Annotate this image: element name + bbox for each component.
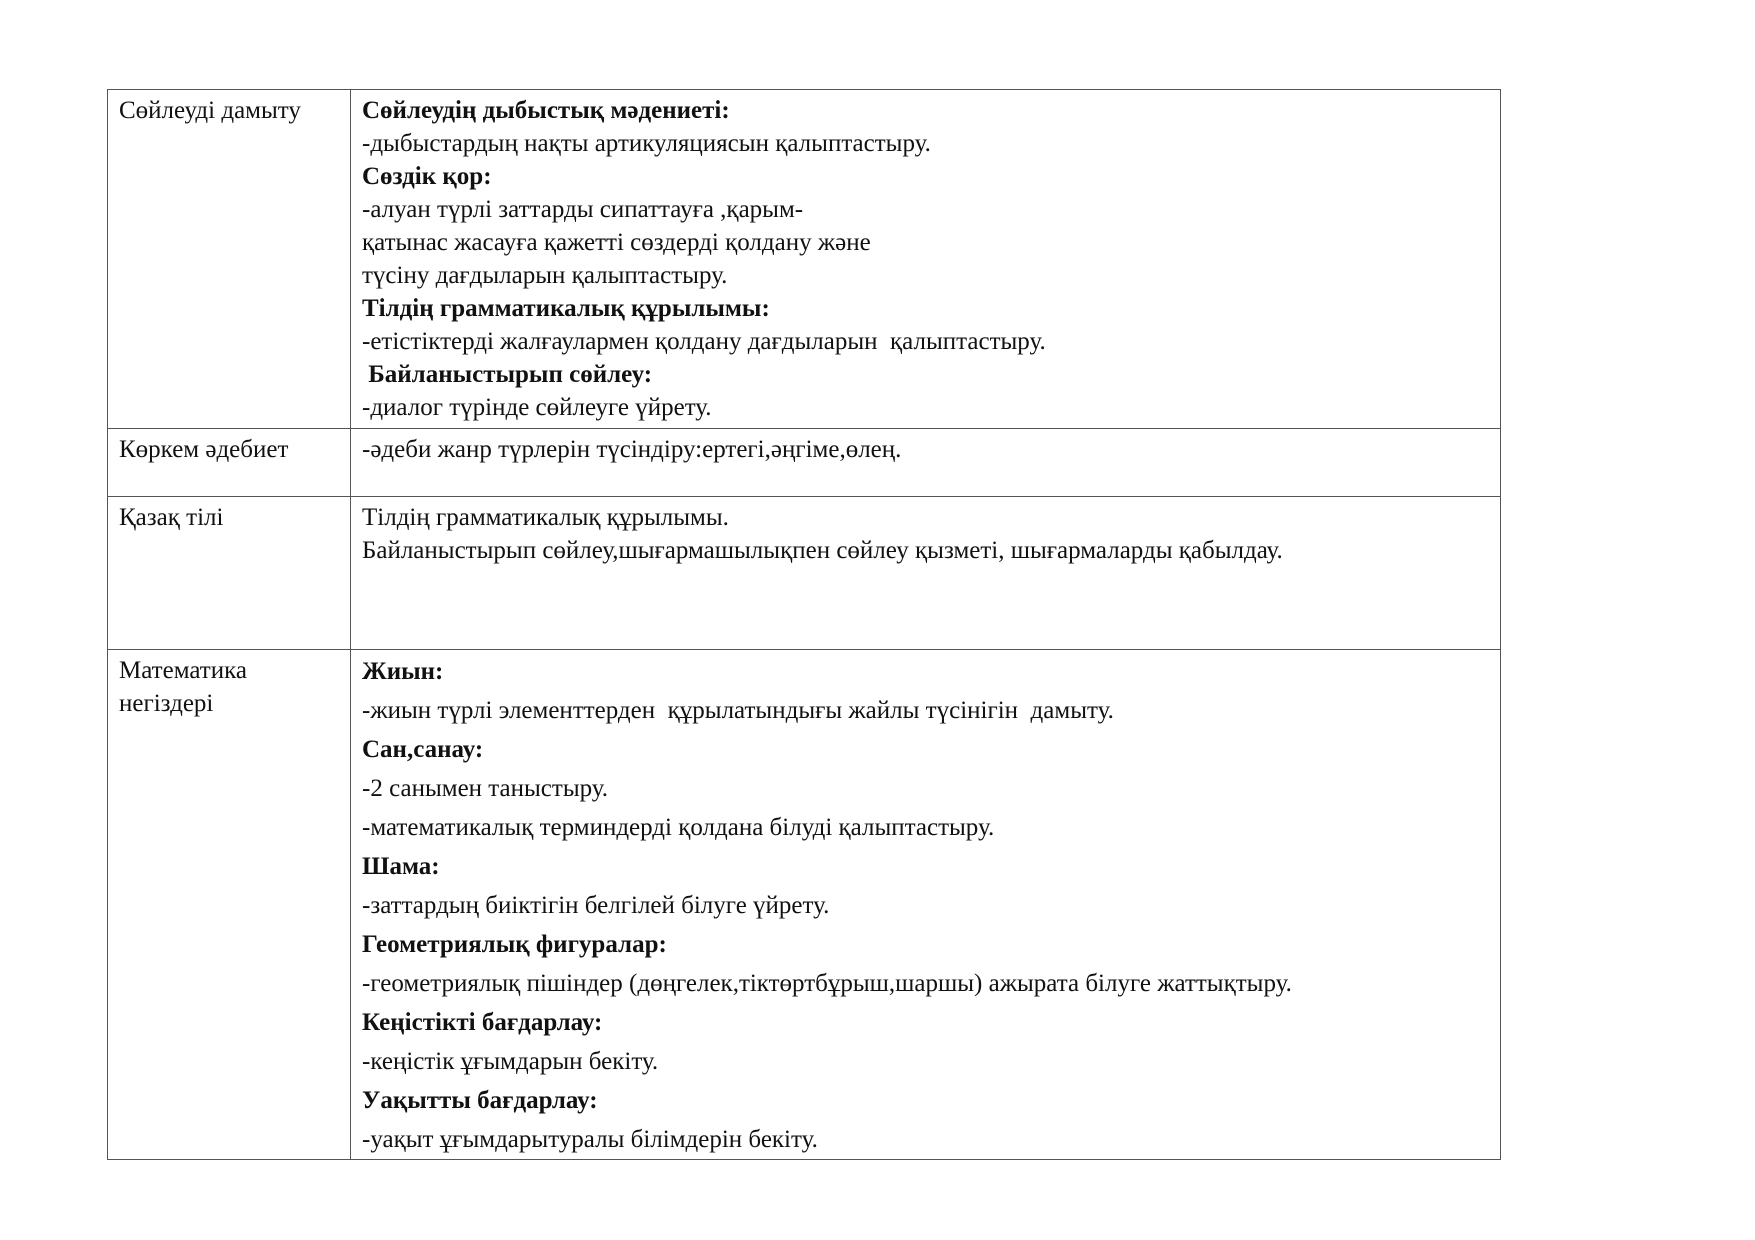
curriculum-table xyxy=(107,89,1501,1160)
subject-name: Көркем әдебиет xyxy=(119,436,289,463)
section-heading: Геометриялық фигуралар: xyxy=(362,931,667,958)
section-heading: Уақытты бағдарлау: xyxy=(362,1087,598,1114)
table-row xyxy=(108,90,1501,429)
content-line: -кеңістік ұғымдарын бекіту. xyxy=(362,1048,659,1075)
content-line: -жиын түрлі элементтерден құрылатындығы жайлы түсінігін дамыту. xyxy=(362,697,1114,724)
section-heading: Тілдің грамматикалық құрылымы: xyxy=(362,295,770,322)
content-line: қатынас жасауға қажетті сөздерді қолдану және xyxy=(362,229,871,256)
content-line: -уақыт ұғымдарытуралы білімдерін бекіту. xyxy=(362,1126,818,1153)
section-heading: Сан,санау: xyxy=(362,736,484,763)
content-line: түсіну дағдыларын қалыптастыру. xyxy=(362,262,728,289)
content-line: -алуан түрлі заттарды сипаттауға ,қарым- xyxy=(362,196,804,223)
content-line: -заттардың биіктігін белгілей білуге үйрету. xyxy=(362,892,830,919)
content-line: -етістіктерді жалғаулармен қолдану дағдыларын қалыптастыру. xyxy=(362,328,1046,355)
content-cell xyxy=(351,429,1501,497)
content-line: -диалог түрінде сөйлеуге үйрету. xyxy=(362,394,712,421)
content-line: -дыбыстардың нақты артикуляциясын қалыптастыру. xyxy=(362,130,931,157)
section-heading: Жиын: xyxy=(362,658,444,685)
content-cell xyxy=(351,650,1501,1160)
section-heading: Сөйлеудің дыбыстық мәдениеті: xyxy=(362,97,730,124)
subject-cell xyxy=(108,429,351,497)
subject-cell xyxy=(108,90,351,429)
content-cell xyxy=(351,90,1501,429)
section-heading: Шама: xyxy=(362,853,440,880)
subject-name: негіздері xyxy=(119,690,214,717)
subject-name: Сөйлеуді дамыту xyxy=(119,97,301,124)
content-line: -2 санымен таныстыру. xyxy=(362,775,609,802)
content-cell xyxy=(351,497,1501,650)
section-heading: Сөздік қор: xyxy=(362,163,492,190)
subject-name: Математика xyxy=(119,657,247,684)
content-line: -әдеби жанр түрлерін түсіндіру:ертегі,әңгіме,өлең. xyxy=(362,436,902,463)
content-line: Тілдің грамматикалық құрылымы. xyxy=(362,504,729,531)
subject-name: Қазақ тілі xyxy=(119,504,224,531)
subject-cell xyxy=(108,497,351,650)
table-row xyxy=(108,497,1501,650)
table-row xyxy=(108,429,1501,497)
content-line: -геометриялық пішіндер (дөңгелек,тіктөртбұрыш,шаршы) ажырата білуге жаттықтыру. xyxy=(362,970,1292,997)
content-line: Байланыстырып сөйлеу,шығармашылықпен сөйлеу қызметі, шығармаларды қабылдау. xyxy=(362,537,1283,564)
section-heading: Кеңістікті бағдарлау: xyxy=(362,1009,603,1036)
section-heading: Байланыстырып сөйлеу: xyxy=(362,361,653,388)
table-row xyxy=(108,650,1501,1160)
content-line: -математикалық терминдерді қолдана білуді қалыптастыру. xyxy=(362,814,995,841)
subject-cell xyxy=(108,650,351,1160)
